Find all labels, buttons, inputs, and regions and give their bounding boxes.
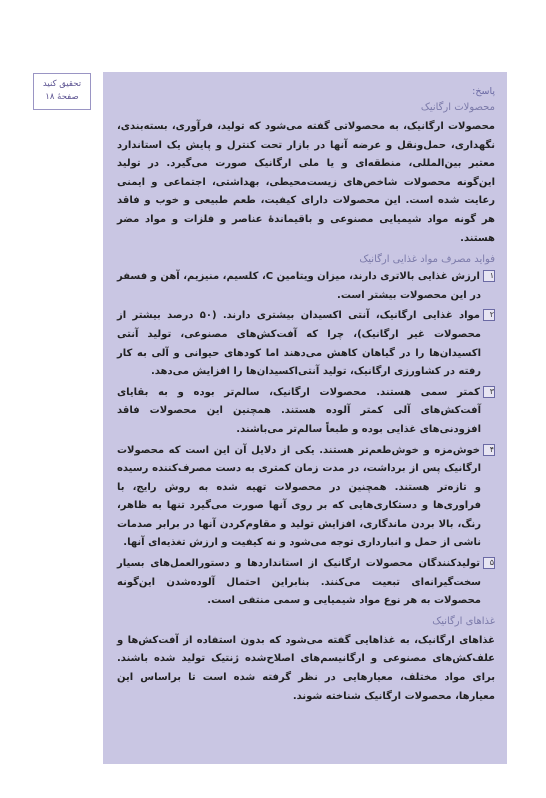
benefit-item — [117, 268, 495, 305]
item-number-badge: ۳ — [483, 386, 495, 398]
benefit-text: مواد غذایی ارگانیک، آنتی اکسیدان بیشتری دارند. (۵۰ درصد بیشتر از محصولات غیر ارگانیک)، چرا که آفت‌کش‌های مصنوعی، تولید آنتی اکسیدان‌ها را در گیاهان کاهش می‌دهند اما کودهای حیوانی و آلی به کار رفته در کشاورزی ارگانیک، تولید آنتی‌اکسیدان‌ها را افزایش می‌دهد. — [117, 310, 481, 378]
section-text-organic-foods: غذاهای ارگانیک، به غذاهایی گفته می‌شود که بدون استفاده از آفت‌کش‌ها و علف‌کش‌های مصنوعی و ارگانیسم‌های اصلاح‌شده ژنتیک تولید شده باشند. برای مواد مختلف، معیارهایی در نظر گرفته شده است تا براساس این معیارها، محصولات ارگانیک شناخته شوند. — [117, 634, 495, 702]
item-number-badge: ۲ — [483, 309, 495, 321]
section-title-organic-foods: غذاهای ارگانیک — [432, 615, 495, 627]
benefit-text: کمتر سمی هستند. محصولات ارگانیک، سالم‌تر بوده و به بقایای آفت‌کش‌های آلی کمتر آلوده هستند. همچنین این محصولات فاقد افزودنی‌های غذایی بوده و طبعاً سالم‌تر می‌باشند. — [117, 386, 481, 435]
item-number-badge: ۴ — [483, 444, 495, 456]
side-note-box — [33, 73, 91, 110]
answer-panel — [103, 72, 507, 764]
section-title-organic-products: محصولات ارگانیک — [420, 102, 495, 113]
side-note-line1: تحقیق کنید — [42, 79, 82, 89]
section-title-benefits: فواید مصرف مواد غذایی ارگانیک — [359, 254, 495, 266]
item-number-badge: ۱ — [483, 270, 495, 282]
benefit-item — [117, 442, 495, 554]
benefit-item — [117, 384, 495, 440]
answer-label: پاسخ: — [472, 86, 495, 97]
item-number-badge: ۵ — [483, 557, 495, 569]
benefit-item — [117, 555, 495, 611]
benefit-text: ارزش غذایی بالاتری دارند، میزان ویتامین C، کلسیم، منیزیم، آهن و فسفر در این محصولات بیشتر است. — [117, 271, 481, 301]
benefit-text: تولیدکنندگان محصولات ارگانیک از استانداردها و دستورالعمل‌های بسیار سخت‌گیرانه‌ای تبعیت می‌کنند. بنابراین احتمال آلوده‌شدن این‌گونه محصولات به هر نوع مواد شیمیایی و سمی منتفی است. — [117, 558, 481, 607]
side-note-line2: صفحهٔ ۱۸ — [45, 92, 79, 102]
benefit-item — [117, 307, 495, 381]
section-text-organic-products: محصولات ارگانیک، به محصولاتی گفته می‌شود که تولید، فرآوری، بسته‌بندی، نگهداری، حمل‌ونقل و عرضه آنها در بازار تحت کنترل و پایش یک استاندارد معتبر بین‌المللی، منطقه‌ای و یا ملی ارگانیک صورت می‌گیرد. در تولید این‌گونه محصولات شاخص‌های زیست‌محیطی، بهداشتی، اجتماعی و ایمنی رعایت شده است. این محصولات دارای کیفیت، طعم طبیعی و خوب و فاقد هر گونه مواد شیمیایی مصنوعی و باقیماندهٔ عناصر و فلزات و مواد مضر هستند. — [117, 121, 495, 244]
benefit-text: خوش‌مزه و خوش‌طعم‌تر هستند. یکی از دلایل آن این است که محصولات ارگانیک پس از برداشت، در مدت زمان کمتری به دست مصرف‌کننده رسیده و تازه‌تر هستند. همچنین در محصولات تهیه شده به روش رایج، با فراوری‌ها و دستکاری‌هایی که بر روی آنها صورت می‌گیرد تنها به ظاهر، رنگ، بالا بردن ماندگاری، افزایش تولید و مقاوم‌کردن آنها در برابر صدمات ناشی از حمل و انبارداری توجه می‌شود و نه کیفیت و ارزش تغذیه‌ای آنها. — [117, 444, 481, 549]
